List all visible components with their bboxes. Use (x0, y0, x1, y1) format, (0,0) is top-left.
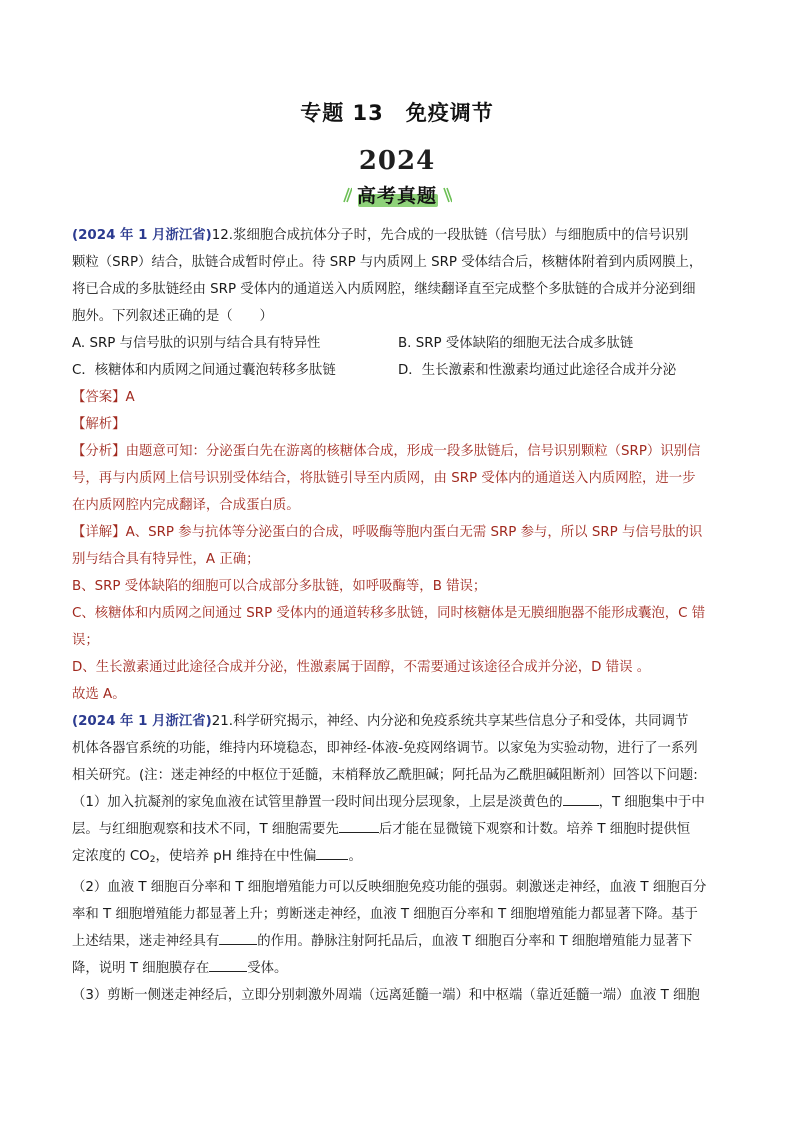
q12-analysis-line: 【分析】由题意可知：分泌蛋白先在游离的核糖体合成，形成一段多肽链后，信号识别颗粒（SRP）识别信 (72, 444, 701, 459)
q21-part2-line: （2）血液 T 细胞百分率和 T 细胞增殖能力可以反映细胞免疫功能的强弱。刺激迷走神经，血液 T 细胞百分 (72, 880, 707, 895)
q12-conclusion: 故选 A。 (72, 687, 126, 702)
q21-stem-line: 机体各器官系统的功能，维持内环境稳态，即神经-体液-免疫网络调节。以家兔为实验动物，进行了一系列 (72, 741, 698, 756)
answer-blank (563, 791, 599, 806)
q12-options-row (72, 330, 724, 357)
q12-option-a: A. SRP 与信号肽的识别与结合具有特异性 (72, 336, 321, 351)
q21-part1-line: （1）加入抗凝剂的家兔血液在试管里静置一段时间出现分层现象，上层是淡黄色的 ，T 细胞集中于中 (72, 789, 724, 816)
q21-part2-line: 上述结果，迷走神经具有 的作用。静脉注射阿托品后，血液 T 细胞百分率和 T 细胞增殖能力显著下 (72, 928, 724, 955)
q12-detail-line: B、SRP 受体缺陷的细胞可以合成部分多肽链，如呼吸酶等，B 错误； (72, 579, 487, 594)
q12-stem-line: 颗粒（SRP）结合，肽链合成暂时停止。待 SRP 与内质网上 SRP 受体结合后，核糖体附着到内质网膜上， (72, 255, 703, 270)
section-banner (344, 179, 450, 209)
q12-option-d: D．生长激素和性激素均通过此途径合成并分泌 (398, 363, 677, 378)
q12-detail-line: 误； (72, 633, 99, 648)
page-title (0, 97, 794, 127)
banner-text: 高考真题 (356, 185, 437, 207)
q21-part3-line: （3）剪断一侧迷走神经后，立即分别刺激外周端（远离延髓一端）和中枢端（靠近延髓一端）血液 T 细胞 (72, 988, 700, 1003)
q12-stem-line: (2024 年 1 月浙江省)12.浆细胞合成抗体分子时，先合成的一段肽链（信号肽）与细胞质中的信号识别 (72, 228, 689, 243)
detail-label: 【详解】 (72, 525, 126, 540)
q21-part1-line: 定浓度的 $CO_2$，使培养 pH 维持在中性偏 。 (72, 843, 724, 874)
q12-answer: 【答案】A (72, 390, 135, 405)
q21-part2-line: 降，说明 T 细胞膜存在 受体。 (72, 955, 724, 982)
q21-number: 21. (211, 714, 234, 729)
q21-stem-line: (2024 年 1 月浙江省)21.科学研究揭示，神经、内分泌和免疫系统共享某些信息分子和受体，共同调节 (72, 714, 689, 729)
q12-stem-line: 胞外。下列叙述正确的是（ ） (72, 309, 273, 324)
q12-source: (2024 年 1 月浙江省) (72, 228, 212, 243)
year-heading: 2024 (358, 146, 436, 176)
q12-option-b: B. SRP 受体缺陷的细胞无法合成多肽链 (398, 336, 634, 351)
q12-number: 12. (211, 228, 234, 243)
q21-part1-line: 层。与红细胞观察和技术不同，T 细胞需要先 后才能在显微镜下观察和计数。培养 T 细胞时提供恒 (72, 816, 724, 843)
answer-blank (209, 957, 247, 972)
q12-options-row (72, 357, 724, 384)
answer-blank (316, 845, 348, 860)
q12-detail-line: 别与结合具有特异性，A 正确； (72, 552, 260, 567)
q12-stem-line: 将已合成的多肽链经由 SRP 受体内的通道送入内质网腔，继续翻译直至完成整个多肽链的合成并分泌到细 (72, 282, 696, 297)
q21-part2-line: 率和 T 细胞增殖能力都显著上升；剪断迷走神经，血液 T 细胞百分率和 T 细胞增殖能力都显著下降。基于 (72, 907, 698, 922)
banner-slash-right-icon (442, 187, 452, 203)
q12-option-c: C．核糖体和内质网之间通过囊泡转移多肽链 (72, 363, 336, 378)
answer-blank (339, 818, 379, 833)
q12-analysis-line: 在内质网腔内完成翻译，合成蛋白质。 (72, 498, 300, 513)
q12-analysis-heading: 【解析】 (72, 417, 126, 432)
title-topic-number: 专题 13 (300, 101, 384, 125)
q21-stem-line: 相关研究。(注：迷走神经的中枢位于延髓，末梢释放乙酰胆碱；阿托品为乙酰胆碱阻断剂）回答以下问题: (72, 768, 698, 783)
title-topic-name: 免疫调节 (405, 101, 494, 125)
q12-detail-line: C、核糖体和内质网之间通过 SRP 受体内的通道转移多肽链，同时核糖体是无膜细胞器不能形成囊泡，C 错 (72, 606, 706, 621)
analysis-label: 【分析】 (72, 444, 126, 459)
answer-blank (219, 930, 257, 945)
q12-analysis-line: 号，再与内质网上信号识别受体结合，将肽链引导至内质网，由 SRP 受体内的通道送入内质网腔，进一步 (72, 471, 696, 486)
question-content (72, 222, 724, 1009)
q12-detail-line: D、生长激素通过此途径合成并分泌，性激素属于固醇，不需要通过该途径合成并分泌，D 错误 。 (72, 660, 651, 675)
q21-source: (2024 年 1 月浙江省) (72, 714, 212, 729)
q12-detail-line: 【详解】A、SRP 参与抗体等分泌蛋白的合成，呼吸酶等胞内蛋白无需 SRP 参与，所以 SRP 与信号肽的识 (72, 525, 703, 540)
